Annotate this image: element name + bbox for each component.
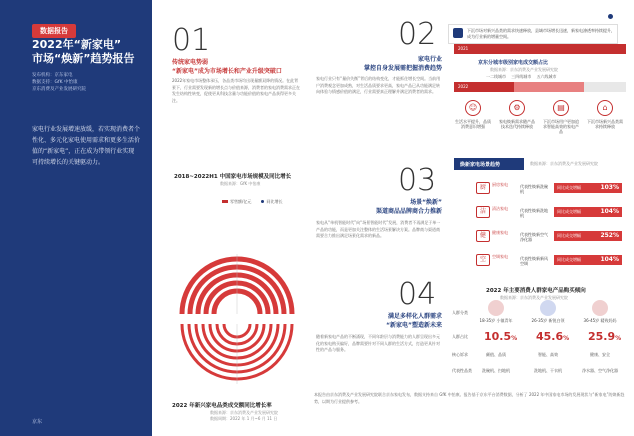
comparison-source: 数据来源：京东消费及产业发展研究院 [490,67,558,72]
report-meta: 发布机构：京东家电 数据支持：GfK 中怡康 京东消费及产业发展研究院 [32,73,86,92]
chart2-title: 2022 年新兴家电品类成交额同比增长率 [172,403,272,409]
table-title: 2022 年主要消费人群家电产品购买倾向 [486,288,586,294]
comparison-bar-top: 2021 [454,44,626,54]
cleaning-icon: 洁 [476,206,490,218]
category-row-cleaning: 洁 清洁家电 代表性焕新洗地机 同比成交增幅 104% [476,206,632,220]
tools-icon: ⚙ [509,100,525,116]
bar-segment-2 [514,82,584,92]
brand-logo: 京东 [32,419,43,425]
section-number-04: 04 [398,277,437,312]
row-label-share: 人群占比 [452,334,468,339]
chart2-source2: 数据周期：2022 年 1 月~6 月 11 日 [210,416,278,421]
avatar-white-collar [540,300,556,316]
arc-chart [172,194,302,394]
legend-bar: 零售额/亿元 [222,199,251,205]
cats-cell: 净水器、空气净化器 [582,368,618,373]
health-icon: 健 [476,230,490,242]
icon-item-4: ⌂ 下沉市场新兴品类需求持续释放 [586,100,624,129]
footer-text: 本报告由京东消费及产业发展研究院联合京东家电发布，数据支持来自 GfK 中怡康。报告基于京东平台消费数据，分析了 2022 年中国家电市场的发展现状与“新家电”的焕新趋势，以期为行业提供参考。 [314,392,625,404]
category-banner: 焕新家电场景趋势 [454,158,524,170]
comparison-legend: 一二线城市 三四线城市 五六线城市 [486,74,557,79]
comparison-bar-2022: 2022 [454,82,626,92]
chart2-source1: 数据来源：京东消费及产业发展研究院 [210,410,278,415]
share-youth: 10.5% [484,330,518,343]
sidebar [0,0,152,436]
need-cell: 健康、安全 [590,352,610,357]
section2-body: 家电行业只有“量价失衡”背后的结构变化，才能抓住增长空间。当前用户消费观念更加成熟，对生活品质要求更高，家电产品已从功能满足转向体验与情感价值的满足，行业需要真正理解并满足消费者的需求。 [316,76,441,94]
row-label-need: 核心诉求 [452,352,468,357]
section2-title: 家电行业 掌控自身发展需把握消费趋势 [363,56,442,72]
growth-bar: 同比成交增幅 104% [554,255,622,265]
report-badge: 数据报告 [32,24,76,38]
table-source: 数据来源：京东消费及产业发展研究院 [500,295,568,300]
row-label-group: 人群分类 [452,310,468,315]
share-mom: 25.9% [588,330,622,343]
aircon-icon: 空 [476,254,490,266]
section4-body: 随着新家电产品的不断涌现，不同年龄层与消费能力的人群呈现出多元化的家电购买偏好，品牌需要针对不同人群的生活方式，打造更具针对性的产品与服务。 [316,334,440,352]
group-name: 18-35岁 小镇青年 [479,318,513,323]
category-row-health: 健 健康家电 代表性焕新空气净化器 同比成交增幅 252% [476,230,632,244]
chart1-source: 数据来源：GfK 中怡康 [220,181,261,186]
icon-row [450,100,630,160]
report-intro: 家电行业发展增速放缓，若实现消费者个性化、多元化家电使用需求和更多生活价值的“新家电”，正在成为带领行业实现可持续增长的关键驱动力。 [32,126,141,166]
comparison-title: 京东分城市级别家电成交额占比 [478,60,549,66]
cats-cell: 洗地机、干衣机 [534,368,562,373]
top-info-box [448,24,618,44]
avatar-youth [488,300,504,316]
section4-title: 满足多样化人群需求 “新家电”塑造新未来 [386,313,442,329]
growth-bar: 同比成交增幅 252% [554,231,622,241]
person-icon: ☺ [465,100,481,116]
growth-bar: 同比成交增幅 104% [554,207,622,217]
group-name: 26-35岁 新锐白领 [531,318,565,323]
category-row-aircon: 空 空调家电 代表性焕新新风空调 同比成交增幅 104% [476,254,632,268]
icon-item-1: ☺ 生活水平提升，品质消费意识增强 [454,100,492,129]
info-icon [453,28,463,38]
section1-title: 传统家电势弱 “新家电”成为市场增长和产业升级突破口 [172,59,282,75]
icon-item-2: ⚙ 家电焕新需求随产品技术迭代持续释放 [498,100,536,129]
avatar-mom [592,300,608,316]
section1-body: 2022年家电市场整体承压，各品类市场均出现量额双降的情况。在此背景下，行业需要发现新的增长点与价值来源，消费者的家电消费需求正在发生结构性转变，促使更具科技含量与功能价值的家电产品获得更多关注。 [172,78,300,103]
icon-item-3: ▤ 下沉市场用户更加追求智能高效的家电产品 [542,100,580,134]
house-icon: ⌂ [597,100,613,116]
section3-body: 家电从“单机智能时代”向“场景智能时代”发展，消费者不再满足于单一产品的功能，而是更加关注整体的生活场景解决方案。品牌商与渠道商需要合力推出满足场景化需求的新品。 [316,220,441,238]
top-dot [608,14,613,19]
kitchen-icon: 厨 [476,182,490,194]
chart-icon: ▤ [553,100,569,116]
chart1-title: 2018~2022H1 中国家电市场规模及同比增长 [174,174,292,180]
need-cell: 颜值、品质 [486,352,506,357]
group-name: 36-45岁 精致妈妈 [583,318,617,323]
section-number-01: 01 [172,23,211,58]
share-white-collar: 45.6% [536,330,570,343]
category-row-kitchen: 厨 厨房家电 代表性焕新洗碗机 同比成交增幅 103% [476,182,632,196]
need-cell: 智能、高效 [538,352,558,357]
section3-title: 场景“焕新” 渠道商品品牌商合力推新 [375,199,442,215]
report-title: 2022年“新家电” 市场“焕新”趋势报告 [32,38,135,65]
legend-line: 同比增长 [261,199,282,205]
section-number-03: 03 [398,163,437,198]
growth-bar: 同比成交增幅 103% [554,183,622,193]
section-number-02: 02 [398,17,437,52]
row-label-cats: 代表性品类 [452,368,472,373]
cats-cell: 洗碗机、扫地机 [482,368,510,373]
top-info-text: 下沉市场对新兴品类的需求快速释放，县域市场增长迅速，新家电渗透率持续提升，成为行业新的增量空间。 [467,28,615,39]
category-source: 数据来源：京东消费及产业发展研究院 [530,161,598,166]
